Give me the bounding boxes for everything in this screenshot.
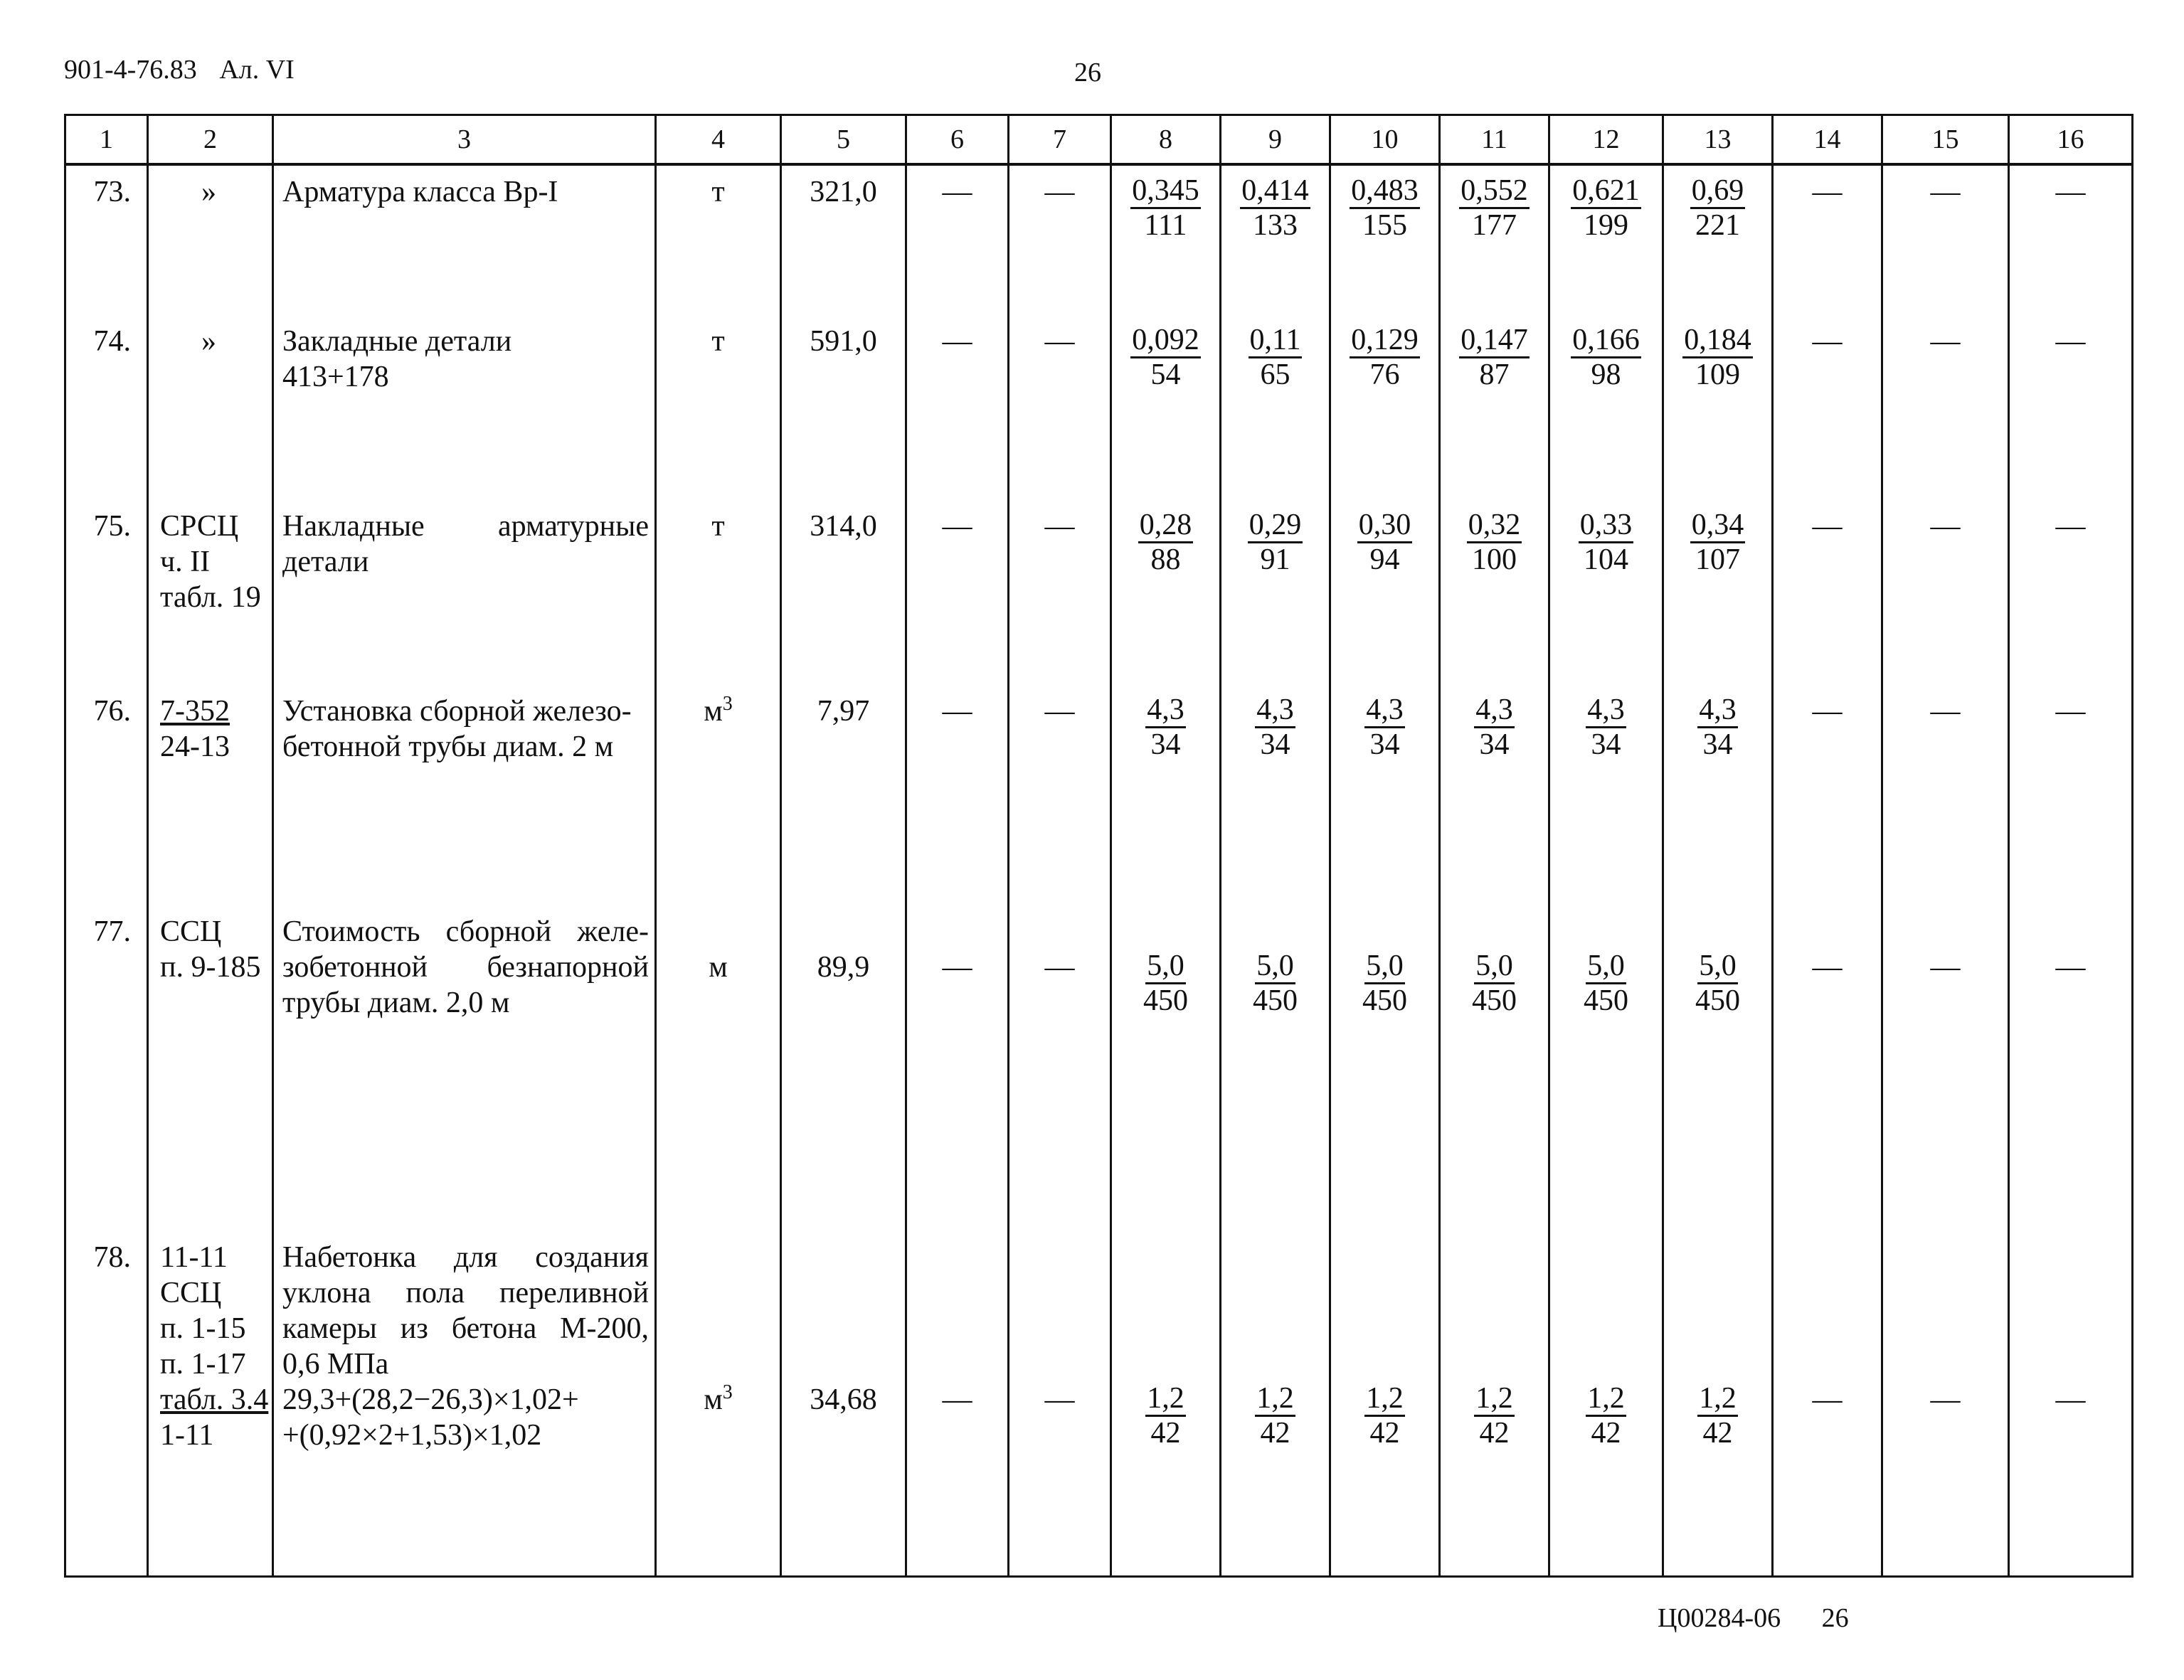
column-number: 11 [1440, 115, 1549, 165]
fraction-numerator: 0,34 [1690, 509, 1746, 543]
reference-text: п. 1-15 [160, 1312, 246, 1345]
dash-placeholder: — [1930, 695, 1961, 728]
fraction-denominator: 54 [1150, 358, 1181, 391]
unit-price: 7,97 [817, 695, 870, 728]
fraction-numerator: 0,147 [1459, 324, 1530, 358]
description-line: Стоимость сборной желе- [282, 915, 649, 948]
description-line: Установка сборной железо- [282, 695, 632, 728]
column-number: 14 [1773, 115, 1882, 165]
reference-text: » [201, 325, 216, 358]
dash-placeholder: — [2055, 325, 2086, 358]
fraction-value [1441, 948, 1548, 1017]
fraction-numerator: 5,0 [1697, 950, 1738, 984]
unit [657, 509, 780, 544]
fraction-numerator: 0,32 [1467, 509, 1522, 543]
fraction-denominator: 88 [1150, 543, 1181, 576]
unit-price: 321,0 [810, 176, 877, 208]
fraction-value [1664, 173, 1771, 242]
dash-placeholder: — [1044, 176, 1075, 208]
fraction-denominator: 42 [1479, 1417, 1510, 1450]
fraction-denominator: 94 [1369, 543, 1400, 576]
description-line: детали [282, 546, 369, 578]
footer [1658, 1602, 1849, 1634]
reference-text: СРСЦ [160, 510, 239, 543]
column-12 [1550, 166, 1662, 1575]
document-code-header [64, 54, 295, 85]
fraction-denominator: 87 [1479, 358, 1510, 391]
fraction-denominator: 100 [1472, 543, 1517, 576]
reference-line [160, 1275, 269, 1311]
fraction-denominator: 42 [1702, 1417, 1733, 1450]
fraction-value [1550, 322, 1662, 391]
fraction-denominator: 34 [1479, 728, 1510, 761]
dash-placeholder: — [942, 695, 972, 728]
unit-text: т [711, 176, 725, 208]
fraction-numerator: 0,29 [1248, 509, 1303, 543]
column-13 [1664, 166, 1771, 1575]
fraction-value [1112, 173, 1219, 242]
reference-line [160, 509, 269, 544]
description-line: Арматура класса Вр-I [282, 176, 558, 208]
fraction-denominator: 91 [1260, 543, 1290, 576]
fraction-denominator: 42 [1260, 1417, 1290, 1450]
item-number: 76. [93, 695, 131, 728]
dash-placeholder: — [2055, 510, 2086, 543]
fraction-value [1664, 1381, 1771, 1450]
reference-text: ССЦ [160, 915, 222, 948]
page-number-top: 26 [1074, 58, 1101, 87]
fraction-numerator: 0,28 [1138, 509, 1194, 543]
fraction-numerator: 1,2 [1586, 1382, 1626, 1417]
fraction-value [1441, 322, 1548, 391]
description-line: зобетонной безнапорной [282, 951, 649, 984]
reference-text: ССЦ [160, 1277, 222, 1309]
unit-text: м [704, 695, 723, 728]
column-number-row [65, 115, 2133, 165]
fraction-numerator: 0,092 [1130, 324, 1201, 358]
description-line: трубы диам. 2,0 м [282, 987, 510, 1019]
fraction-value [1441, 173, 1548, 242]
dash-placeholder: — [2055, 695, 2086, 728]
reference-line [160, 914, 269, 950]
fraction-denominator: 109 [1695, 358, 1740, 391]
fraction-value [1664, 507, 1771, 576]
reference-line [160, 1311, 269, 1346]
fraction-numerator: 0,345 [1130, 174, 1201, 209]
item-number: 75. [93, 510, 131, 543]
column-14 [1774, 166, 1881, 1575]
unit-price: 89,9 [817, 951, 870, 984]
unit [657, 1382, 780, 1418]
estimate-table [64, 114, 2133, 1578]
column-8 [1112, 166, 1219, 1575]
fraction-denominator: 42 [1591, 1417, 1621, 1450]
unit [657, 174, 780, 210]
reference-text: » [201, 176, 216, 208]
unit-superscript: 3 [722, 1381, 733, 1403]
description-line: 413+178 [282, 361, 389, 393]
reference-line [160, 1240, 269, 1275]
reference-line [149, 324, 269, 359]
reference-text: 1-11 [160, 1419, 214, 1452]
dash-placeholder: — [1044, 510, 1075, 543]
footer-code: Ц00284-06 [1658, 1603, 1781, 1633]
fraction-value [1441, 1381, 1548, 1450]
dash-placeholder: — [1812, 1383, 1843, 1416]
fraction-numerator: 0,11 [1249, 324, 1303, 358]
fraction-value [1550, 1381, 1662, 1450]
column-number: 2 [148, 115, 273, 165]
fraction-denominator: 107 [1695, 543, 1740, 576]
fraction-numerator: 4,3 [1697, 693, 1738, 728]
fraction-denominator: 34 [1150, 728, 1181, 761]
fraction-denominator: 133 [1253, 209, 1298, 242]
dash-placeholder: — [2055, 951, 2086, 984]
item-number: 77. [93, 915, 131, 948]
fraction-numerator: 5,0 [1364, 950, 1405, 984]
column-7 [1009, 166, 1110, 1575]
description-line: Набетонка для создания [282, 1241, 649, 1274]
description-line: Накладные арматурные [282, 510, 649, 543]
reference-column [149, 166, 272, 1575]
unit-price: 314,0 [810, 510, 877, 543]
column-11 [1441, 166, 1548, 1575]
reference-line [160, 544, 269, 580]
dash-placeholder: — [1812, 951, 1843, 984]
fraction-numerator: 0,30 [1357, 509, 1413, 543]
fraction-denominator: 65 [1260, 358, 1290, 391]
dash-placeholder: — [2055, 176, 2086, 208]
fraction-denominator: 450 [1695, 984, 1740, 1017]
dash-placeholder: — [1044, 951, 1075, 984]
fraction-numerator: 4,3 [1145, 693, 1186, 728]
unit-text: т [711, 325, 725, 358]
fraction-value [1112, 1381, 1219, 1450]
unit-text: т [711, 510, 725, 543]
fraction-denominator: 199 [1584, 209, 1628, 242]
fraction-denominator: 450 [1472, 984, 1517, 1017]
reference-text: табл. 19 [160, 581, 261, 614]
fraction-value [1331, 322, 1438, 391]
fraction-numerator: 0,621 [1571, 174, 1641, 209]
dash-placeholder: — [1930, 176, 1961, 208]
description-line: Закладные детали [282, 325, 512, 358]
fraction-value [1331, 173, 1438, 242]
fraction-denominator: 177 [1472, 209, 1517, 242]
fraction-denominator: 221 [1695, 209, 1740, 242]
reference-text: 24-13 [160, 730, 230, 763]
fraction-numerator: 4,3 [1586, 693, 1626, 728]
item-number: 78. [93, 1241, 131, 1274]
fraction-denominator: 450 [1584, 984, 1628, 1017]
dash-placeholder: — [1044, 695, 1075, 728]
table-body-row [65, 164, 2133, 1577]
reference-text: п. 1-17 [160, 1348, 246, 1381]
fraction-value [1664, 322, 1771, 391]
fraction-numerator: 5,0 [1255, 950, 1295, 984]
sheet-label: Ал. VI [219, 55, 295, 85]
column-number: 4 [656, 115, 781, 165]
description-column [274, 166, 654, 1575]
dash-placeholder: — [1812, 176, 1843, 208]
fraction-numerator: 4,3 [1255, 693, 1295, 728]
dash-placeholder: — [2055, 1383, 2086, 1416]
fraction-value [1331, 692, 1438, 761]
unit [657, 324, 780, 359]
fraction-denominator: 34 [1591, 728, 1621, 761]
reference-text: 11-11 [160, 1241, 228, 1274]
column-number: 12 [1549, 115, 1663, 165]
dash-placeholder: — [1812, 325, 1843, 358]
fraction-value [1331, 507, 1438, 576]
description-line: +(0,92×2+1,53)×1,02 [282, 1419, 542, 1452]
dash-placeholder: — [942, 951, 972, 984]
reference-text: ч. II [160, 546, 211, 578]
column-10 [1331, 166, 1438, 1575]
unit-text: м [704, 1383, 723, 1416]
dash-placeholder: — [942, 176, 972, 208]
item-number: 74. [93, 325, 131, 358]
column-number: 7 [1009, 115, 1111, 165]
column-number: 1 [65, 115, 148, 165]
unit [657, 693, 780, 729]
fraction-value [1664, 948, 1771, 1017]
fraction-value [1221, 692, 1329, 761]
fraction-denominator: 450 [1143, 984, 1188, 1017]
fraction-denominator: 34 [1260, 728, 1290, 761]
unit [657, 950, 780, 985]
reference-line [160, 1382, 269, 1418]
fraction-numerator: 0,129 [1350, 324, 1420, 358]
fraction-numerator: 0,414 [1240, 174, 1310, 209]
fraction-numerator: 5,0 [1586, 950, 1626, 984]
fraction-value [1112, 692, 1219, 761]
fraction-numerator: 0,483 [1350, 174, 1420, 209]
column-number: 3 [273, 115, 656, 165]
unit-price: 34,68 [810, 1383, 877, 1416]
fraction-value [1331, 948, 1438, 1017]
fraction-value [1550, 507, 1662, 576]
fraction-value [1221, 322, 1329, 391]
dash-placeholder: — [1812, 510, 1843, 543]
unit-column [657, 166, 780, 1575]
dash-placeholder: — [1930, 951, 1961, 984]
fraction-value [1441, 507, 1548, 576]
column-9 [1221, 166, 1329, 1575]
reference-line [160, 950, 269, 985]
fraction-numerator: 1,2 [1474, 1382, 1515, 1417]
dash-placeholder: — [1812, 695, 1843, 728]
description-line: 29,3+(28,2−26,3)×1,02+ [282, 1383, 579, 1416]
fraction-value [1550, 948, 1662, 1017]
fraction-numerator: 5,0 [1474, 950, 1515, 984]
column-16 [2010, 166, 2131, 1575]
fraction-numerator: 4,3 [1364, 693, 1405, 728]
column-number: 6 [906, 115, 1009, 165]
fraction-numerator: 5,0 [1145, 950, 1186, 984]
reference-text: табл. 3.4 [160, 1383, 269, 1416]
fraction-value [1331, 1381, 1438, 1450]
dash-placeholder: — [1044, 325, 1075, 358]
fraction-value [1221, 948, 1329, 1017]
fraction-value [1664, 692, 1771, 761]
dash-placeholder: — [1930, 325, 1961, 358]
unit-price-column [782, 166, 905, 1575]
fraction-numerator: 1,2 [1697, 1382, 1738, 1417]
column-number: 8 [1111, 115, 1221, 165]
fraction-numerator: 0,166 [1571, 324, 1641, 358]
item-number: 73. [93, 176, 131, 208]
fraction-denominator: 104 [1584, 543, 1628, 576]
column-15 [1883, 166, 2008, 1575]
description-line: 0,6 МПа [282, 1348, 389, 1381]
reference-line [160, 1346, 269, 1382]
description-line: камеры из бетона М-200, [282, 1312, 649, 1345]
fraction-denominator: 450 [1253, 984, 1298, 1017]
fraction-denominator: 76 [1369, 358, 1400, 391]
fraction-numerator: 0,552 [1459, 174, 1530, 209]
column-number: 13 [1663, 115, 1773, 165]
fraction-numerator: 4,3 [1474, 693, 1515, 728]
column-number: 9 [1221, 115, 1330, 165]
unit-superscript: 3 [722, 693, 733, 715]
unit-price: 591,0 [810, 325, 877, 358]
column-6 [907, 166, 1007, 1575]
dash-placeholder: — [942, 1383, 972, 1416]
reference-text: 7-352 [160, 695, 230, 728]
reference-line [160, 693, 269, 729]
unit-text: м [709, 951, 728, 984]
fraction-denominator: 34 [1702, 728, 1733, 761]
reference-line [160, 1418, 269, 1453]
column-number: 15 [1882, 115, 2009, 165]
fraction-denominator: 34 [1369, 728, 1400, 761]
description-line: уклона пола переливной [282, 1277, 649, 1309]
fraction-denominator: 450 [1362, 984, 1407, 1017]
fraction-value [1112, 507, 1219, 576]
fraction-value [1221, 173, 1329, 242]
fraction-value [1221, 1381, 1329, 1450]
fraction-value [1441, 692, 1548, 761]
dash-placeholder: — [942, 510, 972, 543]
column-number: 5 [781, 115, 906, 165]
fraction-value [1550, 692, 1662, 761]
fraction-denominator: 42 [1150, 1417, 1181, 1450]
fraction-denominator: 155 [1362, 209, 1407, 242]
reference-text: п. 9-185 [160, 951, 261, 984]
dash-placeholder: — [1930, 510, 1961, 543]
dash-placeholder: — [1930, 1383, 1961, 1416]
reference-line [149, 174, 269, 210]
fraction-denominator: 42 [1369, 1417, 1400, 1450]
column-number: 10 [1330, 115, 1440, 165]
reference-line [160, 580, 269, 615]
dash-placeholder: — [942, 325, 972, 358]
fraction-numerator: 0,184 [1682, 324, 1753, 358]
reference-line [160, 729, 269, 765]
fraction-numerator: 1,2 [1364, 1382, 1405, 1417]
footer-page: 26 [1821, 1603, 1849, 1633]
fraction-numerator: 0,69 [1690, 174, 1746, 209]
fraction-value [1550, 173, 1662, 242]
document-code: 901-4-76.83 [64, 55, 197, 85]
fraction-value [1112, 948, 1219, 1017]
dash-placeholder: — [1044, 1383, 1075, 1416]
description-line: бетонной трубы диам. 2 м [282, 730, 614, 763]
fraction-numerator: 1,2 [1255, 1382, 1295, 1417]
fraction-value [1112, 322, 1219, 391]
fraction-numerator: 0,33 [1579, 509, 1634, 543]
fraction-numerator: 1,2 [1145, 1382, 1186, 1417]
column-number: 16 [2009, 115, 2133, 165]
fraction-value [1221, 507, 1329, 576]
fraction-denominator: 98 [1591, 358, 1621, 391]
fraction-denominator: 111 [1144, 209, 1187, 242]
item-number-column [66, 166, 147, 1575]
